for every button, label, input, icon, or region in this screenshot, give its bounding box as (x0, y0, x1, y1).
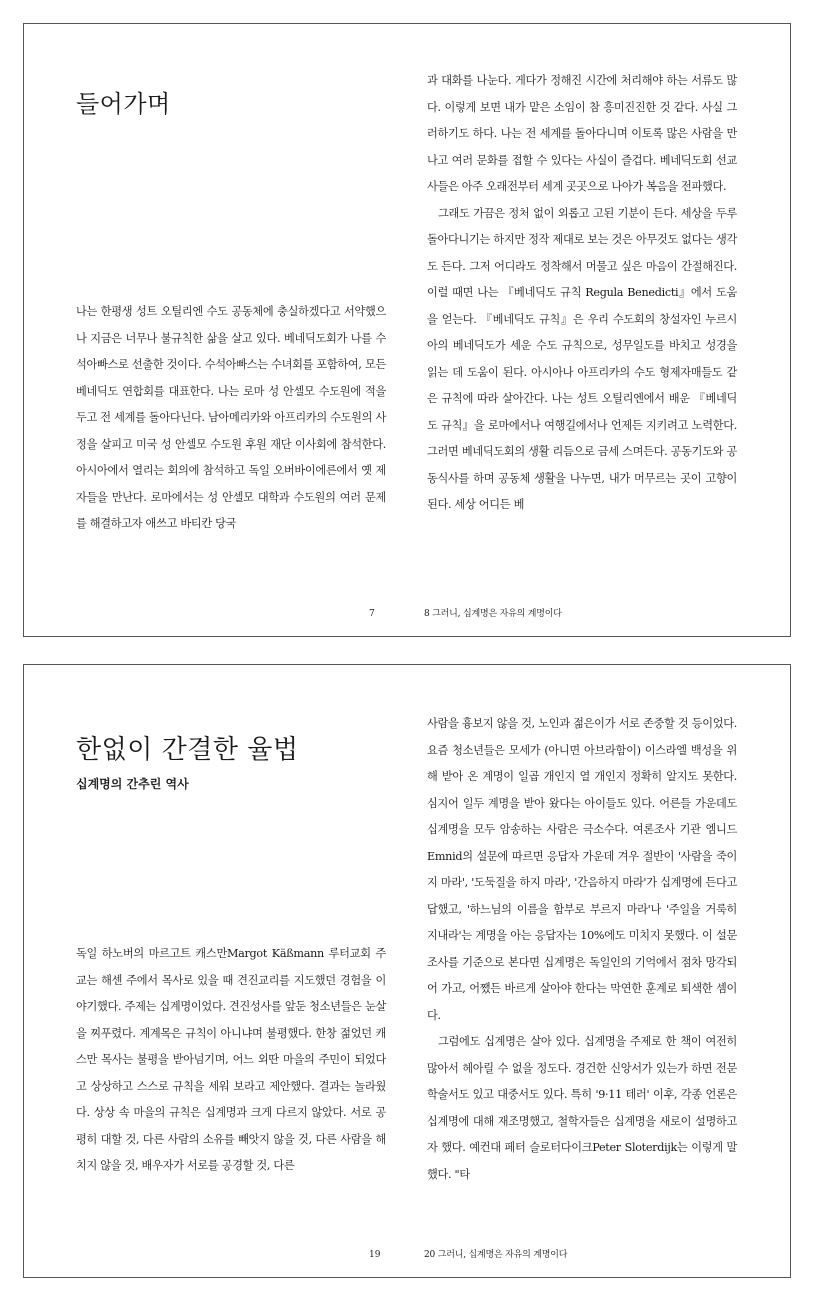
chapter-title: 한없이 간결한 율법 (76, 735, 299, 765)
left-page-body (76, 941, 386, 1180)
page-number-right: 8 그러니, 십계명은 자유의 계명이다 (424, 609, 562, 619)
chapter-title: 들어가며 (76, 90, 171, 118)
paragraph: 나는 한평생 성트 오틸리엔 수도 공동체에 충실하겠다고 서약했으나 지금은 너무나 불규칙한 삶을 살고 있다. 베네딕도회가 나를 수석아빠스로 선출한 것이다. 수석아빠스는 수녀회를 포함하여, 모든 베네딕도 연합회를 대표한다. 나는 로마 성 안셀모 수도원에 적을 두고 전 세계를 돌아다닌다. 남아메리카와 아프리카의 수도원의 사정을 살피고 미국 성 안셀모 수도원 후원 재단 이사회에 참석한다. 아시아에서 열리는 회의에 참석하고 독일 오버바이에른에서 옛 제자들을 만난다. 로마에서는 성 안셀모 대학과 수도원의 여러 문제를 해결하고자 애쓰고 바티칸 당국 (76, 305, 386, 530)
paragraph: 그래도 가끔은 정처 없이 외롭고 고된 기분이 든다. 세상을 두루 돌아다니기는 하지만 정작 제대로 보는 것은 아무것도 없다는 생각도 든다. 그저 어디라도 정착해서 머물고 싶은 마음이 간절해진다. 이럴 때면 나는 『베네딕도 규칙 Regula Benedicti』에서 도움을 얻는다. 『베네딕도 규칙』은 우리 수도회의 창설자인 누르시아의 베네딕도가 세운 수도 규칙으로, 성무일도를 바치고 성경을 읽는 데 도움이 된다. 아시아나 아프리카의 수도 형제자매들도 같은 규칙에 따라 살아간다. 나는 성트 오틸리엔에서 배운 『베네딕도 규칙』을 로마에서나 여행길에서나 언제든 지키려고 노력한다. 그러면 베네딕도회의 생활 리듬으로 금세 스며든다. 공동기도와 공동식사를 하며 공동체 생활을 나누면, 내가 머무르는 곳이 고향이 된다. 세상 어디든 베 (427, 206, 737, 511)
page-number-right: 20 그러니, 십계명은 자유의 계명이다 (424, 1250, 568, 1260)
book-spread-2 (23, 664, 791, 1278)
right-page-body (427, 68, 737, 519)
paragraph: 독일 하노버의 마르고트 캐스만Margot Käßmann 루터교회 주교는 해센 주에서 목사로 있을 때 견진교리를 지도했던 경험을 이야기했다. 주제는 십계명이었다. 견진성사를 앞둔 청소년들은 눈살을 찌푸렸다. 계계목은 규칙이 아니냐며 불평했다. 한창 젊었던 캐스만 목사는 불평을 받아넘기며, 어느 외딴 마을의 주민이 되었다고 상상하고 스스로 규칙을 세워 보라고 제안했다. 결과는 놀라웠다. 상상 속 마을의 규칙은 십계명과 크게 다르지 않았다. 서로 공평히 대할 것, 다른 사람의 소유를 빼앗지 않을 것, 다른 사람을 해치지 않을 것, 배우자가 서로를 공경할 것, 다른 (76, 947, 386, 1172)
right-page-body (427, 711, 737, 1188)
paragraph: 사람을 흉보지 않을 것, 노인과 젊은이가 서로 존중할 것 등이었다. 요즘 청소년들은 모세가 (아니면 아브라함이) 이스라엘 백성을 위해 받아 온 계명이 일곱 개인지 열 개인지 정확히 알지도 못한다. 심지어 일두 계명을 받아 왔다는 아이들도 있다. 어른들 가운데도 십계명을 모두 암송하는 사람은 극소수다. 여론조사 기관 엠니드Emnid의 설문에 따르면 응답자 가운데 겨우 절반이 '사람을 죽이지 마라', '도둑질을 하지 마라', '간음하지 마라'가 십계명에 든다고 답했고, '하느님의 이름을 함부로 부르지 마라'나 '주일을 거룩히 지내라'는 계명을 아는 응답자는 10%에도 미치지 못했다. 이 설문 조사를 기준으로 본다면 십계명은 독일인의 기억에서 점차 망각되어 가고, 어쨌든 바르게 살아야 한다는 막연한 훈계로 퇴색한 셈이다. (427, 717, 737, 1022)
chapter-subtitle: 십계명의 간추린 역사 (76, 777, 189, 791)
paragraph: 그럼에도 십계명은 살아 있다. 십계명을 주제로 한 책이 여전히 많아서 헤아릴 수 없을 정도다. 경건한 신앙서가 있는가 하면 전문 학술서도 있고 대중서도 있다. 특히 '9·11 테러' 이후, 각종 언론은 십계명에 대해 재조명했고, 철학자들은 십계명을 새로이 설명하고자 했다. 예컨대 페터 슬로터다이크Peter Sloterdijk는 이렇게 말했다. "타 (427, 1035, 737, 1181)
page-number-left: 7 (369, 609, 375, 619)
left-page-body (76, 299, 386, 538)
book-spread-1 (23, 23, 791, 637)
paragraph: 과 대화를 나눈다. 게다가 정해진 시간에 처리해야 하는 서류도 많다. 이렇게 보면 내가 맡은 소임이 참 흥미진진한 것 같다. 사실 그러하기도 하다. 나는 전 세계를 돌아다니며 이토록 많은 사람을 만나고 여러 문화를 접할 수 있다는 사실이 즐겁다. 베네딕도회 선교사들은 아주 오래전부터 세계 곳곳으로 나아가 복음을 전파했다. (427, 74, 737, 193)
page-number-left: 19 (369, 1250, 381, 1260)
